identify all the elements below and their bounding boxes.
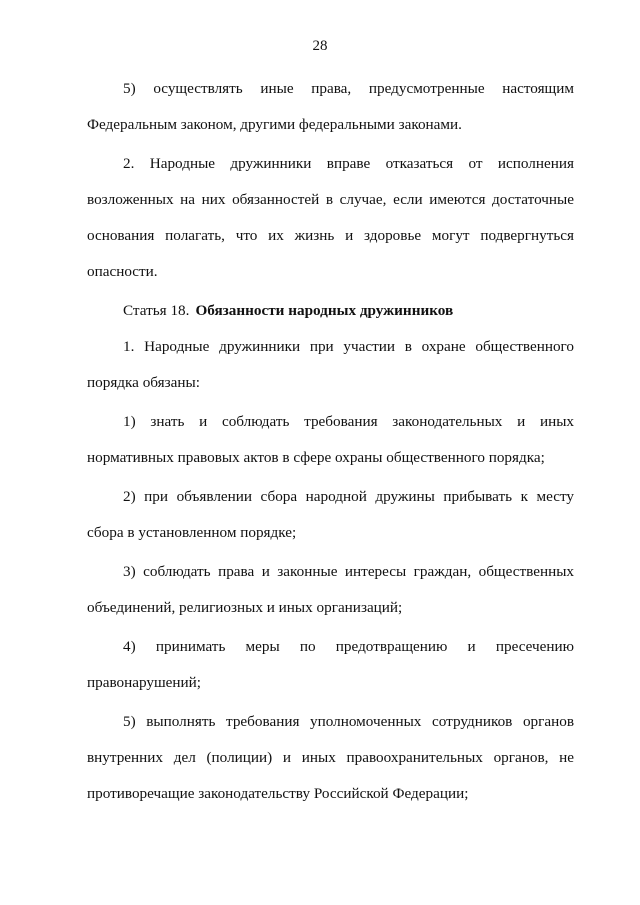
paragraph: 4) принимать меры по предотвращению и пресечению правонарушений; [87,638,574,691]
article-title: Обязанности народных дружинников [195,302,454,319]
paragraph: 5) выполнять требования уполномоченных сотрудников органов внутренних дел (полиции) и иных правоохранительных органов, не противоречащие законодательству Российской Федерации; [87,713,574,802]
paragraph: 2. Народные дружинники вправе отказаться от исполнения возложенных на них обязанностей в случае, если имеются достаточные основания полагать, что их жизнь и здоровье могут подвергнуться опасности. [87,155,574,280]
page-number: 28 [312,38,328,54]
paragraph: 2) при объявлении сбора народной дружины прибывать к месту сбора в установленном порядке; [87,488,574,541]
paragraph: 3) соблюдать права и законные интересы граждан, общественных объединений, религиозных и иных организаций; [87,563,574,616]
article-heading [87,293,574,329]
paragraph: 1. Народные дружинники при участии в охране общественного порядка обязаны: [87,338,574,391]
article-label: Статья 18. [123,302,190,319]
document-body [87,71,574,812]
paragraph: 5) осуществлять иные права, предусмотренные настоящим Федеральным законом, другими федеральными законами. [87,80,574,133]
paragraph: 1) знать и соблюдать требования законодательных и иных нормативных правовых актов в сфере охраны общественного порядка; [87,413,574,466]
